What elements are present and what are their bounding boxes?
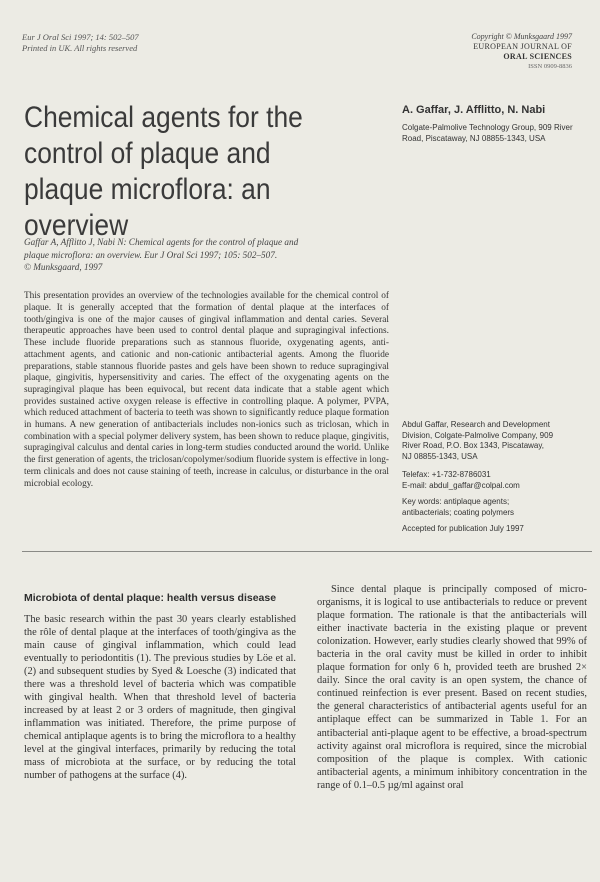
acceptance-date: Accepted for publication July 1997 <box>402 524 524 533</box>
citation-line: Gaffar A, Afflitto J, Nabi N: Chemical agents for the control of plaque and <box>24 237 299 247</box>
correspondence-address <box>402 420 592 462</box>
keywords-line: antibacterials; coating polymers <box>402 507 515 517</box>
body-paragraph: The basic research within the past 30 years clearly established the rôle of dental plaque at the interfaces of tooth/gingiva as the main cause of gingival inflammation, which could lead eventually to periodontitis (1). The previous studies by Löe et al. (2) and subsequent studies by Syed & Loesche (3) indicated that there was a threshold level of bacteria which was compatible with gingival health. When that threshold level of bacteria increased by at least 2 or 3 orders of magnitude, then gingival inflammation was initiated. Therefore, the prime purpose of chemical antiplaque agents is to bring the microflora to a healthy level at the gingival interfaces, primarily by reducing the total mass of microbiota at the surface, or by reducing the total number of pathogens at the surface (4). <box>24 613 296 782</box>
copyright-notice: Copyright © Munksgaard 1997 <box>471 32 572 41</box>
section-divider <box>22 551 592 552</box>
journal-name: EUROPEAN JOURNAL OF <box>473 42 572 51</box>
right-column <box>317 583 587 792</box>
address-line: Abdul Gaffar, Research and Development <box>402 420 550 429</box>
address-line: NJ 08855-1343, USA <box>402 451 478 461</box>
citation-block <box>24 236 384 274</box>
printed-notice: Printed in UK. All rights reserved <box>22 43 138 53</box>
journal-masthead <box>452 32 572 72</box>
journal-reference-line: Eur J Oral Sci 1997; 14: 502–507 <box>22 32 139 42</box>
body-paragraph: Since dental plaque is principally composed of micro-organisms, it is logical to use antibacterials to reduce or prevent plaque formation. The rationale is that the antibacterials will either inactivate bacteria in the existing plaque or prevent colonization. However, early studies clearly showed that 99% of bacteria in the oral cavity must be killed in order to inhibit plaque formation for only 6 h, provided teeth are brushed 2× daily. Since the oral cavity is an open system, the chance of continued reinfection is ever present. Based on recent studies, the general characteristics of antibacterial agents useful for an antiplaque effect can be summarized in Table 1. For an antibacterial anti-plaque agent to be effective, a broad-spectrum activity against oral microflora is required, since the microbial composition of the plaque is complex. With cationic antibacterial agents, a minimum inhibitory concentration in the range of 0.1–0.5 µg/ml against oral <box>317 584 587 791</box>
copyright-line: © Munksgaard, 1997 <box>24 262 103 272</box>
journal-reference <box>22 32 139 54</box>
journal-subname: ORAL SCIENCES <box>503 52 572 61</box>
abstract: This presentation provides an overview of the technologies available for the chemical control of plaque. It is generally accepted that the formation of dental plaque at the interfaces of tooth/gingiva is one of the major causes of gingival inflammation and dental caries. Several therapeutic approaches have been used to control dental plaque and supragingival infections. These include fluoride preparations such as stannous fluoride, oxygenating agents, anti-attachment agents, and cationic and non-cationic antibacterial agents. Among the fluoride preparations, stable stannous fluoride pastes and gels have been shown to reduce supragingival plaque, gingivitis, hypersensitivity and caries. The effect of the oxygenating agents on the supragingival plaque has been equivocal, but recent data indicate that a stable agent which provides sustained active oxygen release is effective in controlling plaque. A polymer, PVPA, which reduced attachment of bacteria to teeth was shown to significantly reduce plaque formation in humans. A new generation of antibacterials includes non-ionics such as triclosan, which in combination with a special polymer delivery system, has been shown to reduce plaque, gingivitis, supragingival calculus and dental caries in long-term studies conducted around the world. Unlike the first generation of agents, the triclosan/copolymer/sodium fluoride system is effective in long-term clinicals and does not cause staining of teeth, increase in calculus, or disturbance in the oral microbial ecology. <box>24 291 389 489</box>
section-heading: Microbiota of dental plaque: health versus disease <box>24 592 277 604</box>
author-list: A. Gaffar, J. Afflitto, N. Nabi <box>402 104 546 116</box>
telefax: Telefax: +1-732-8786031 <box>402 470 491 479</box>
email: E-mail: abdul_gaffar@colpal.com <box>402 480 520 490</box>
contact-info <box>402 470 592 491</box>
issn: ISSN 0909-8836 <box>528 63 572 70</box>
author-affiliation: Colgate-Palmolive Technology Group, 909 River Road, Piscataway, NJ 08855-1343, USA <box>402 123 573 143</box>
left-column <box>24 592 296 782</box>
keywords <box>402 497 592 518</box>
keywords-line: Key words: antiplaque agents; <box>402 497 510 506</box>
address-line: River Road, P.O. Box 1343, Piscataway, <box>402 441 544 450</box>
address-line: Division, Colgate-Palmolive Company, 909 <box>402 430 554 440</box>
citation-line: plaque microflora: an overview. Eur J Oral Sci 1997; 105: 502–507. <box>24 249 278 260</box>
article-title: Chemical agents for the control of plaque and plaque microflora: an overview <box>24 101 303 242</box>
